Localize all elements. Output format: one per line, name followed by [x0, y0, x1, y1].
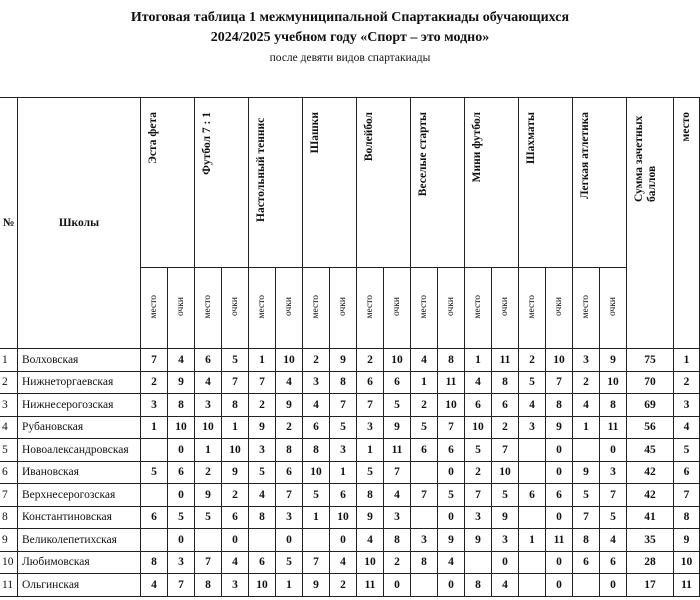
points-cell: 9 — [384, 416, 411, 439]
place-cell — [411, 461, 438, 484]
points-cell: 6 — [384, 371, 411, 394]
points-cell: 7 — [492, 439, 519, 462]
col-number-header: № — [0, 98, 18, 349]
place-cell: 7 — [249, 371, 276, 394]
place-cell: 5 — [465, 439, 492, 462]
points-cell: 0 — [546, 574, 573, 597]
points-cell: 8 — [384, 529, 411, 552]
sub-points: очки — [284, 297, 294, 316]
sport-header: Мини футбол — [465, 98, 519, 268]
header-row — [0, 98, 700, 268]
points-cell: 9 — [168, 371, 195, 394]
points-cell: 0 — [546, 461, 573, 484]
place-cell: 8 — [303, 439, 330, 462]
table-row — [0, 551, 700, 574]
points-cell: 1 — [330, 461, 357, 484]
title-line-1: Итоговая таблица 1 межмуниципальной Спартакиады обучающихся — [130, 10, 570, 25]
points-cell: 0 — [168, 484, 195, 507]
table-row — [0, 529, 700, 552]
sub-place: место — [257, 294, 267, 319]
rank-cell: 6 — [674, 461, 700, 484]
rank-cell: 1 — [674, 349, 700, 372]
sum-cell: 42 — [627, 484, 674, 507]
place-cell: 9 — [357, 506, 384, 529]
points-cell: 5 — [168, 506, 195, 529]
points-cell: 10 — [546, 349, 573, 372]
table-row — [0, 371, 700, 394]
points-cell: 0 — [438, 461, 465, 484]
points-cell: 7 — [384, 461, 411, 484]
place-cell — [411, 574, 438, 597]
rank-cell: 7 — [674, 484, 700, 507]
sub-place: место — [365, 294, 375, 319]
points-cell: 9 — [600, 349, 627, 372]
place-cell: 4 — [411, 349, 438, 372]
place-cell — [519, 574, 546, 597]
points-cell: 10 — [276, 349, 303, 372]
points-cell: 7 — [600, 484, 627, 507]
sub-place: место — [311, 294, 321, 319]
points-cell: 7 — [168, 574, 195, 597]
sub-place: место — [473, 294, 483, 319]
points-cell: 5 — [330, 416, 357, 439]
place-cell: 2 — [411, 394, 438, 417]
points-cell: 0 — [384, 574, 411, 597]
place-cell: 1 — [249, 349, 276, 372]
place-cell: 1 — [573, 416, 600, 439]
sub-points: очки — [230, 297, 240, 316]
row-number: 11 — [0, 574, 18, 597]
place-cell: 6 — [573, 551, 600, 574]
place-cell: 5 — [195, 506, 222, 529]
place-cell: 1 — [357, 439, 384, 462]
place-cell: 7 — [411, 484, 438, 507]
row-number: 10 — [0, 551, 18, 574]
place-cell: 10 — [465, 416, 492, 439]
col-rank-header: место — [674, 98, 700, 349]
points-cell: 4 — [492, 574, 519, 597]
points-cell: 2 — [384, 551, 411, 574]
sub-points: очки — [500, 297, 510, 316]
points-cell: 8 — [222, 394, 249, 417]
school-name: Рубановская — [18, 416, 141, 439]
place-cell: 2 — [195, 461, 222, 484]
row-number: 6 — [0, 461, 18, 484]
table-row — [0, 574, 700, 597]
place-cell: 9 — [195, 484, 222, 507]
place-cell: 3 — [357, 416, 384, 439]
place-cell: 8 — [357, 484, 384, 507]
place-cell: 4 — [141, 574, 168, 597]
points-cell: 1 — [222, 416, 249, 439]
place-cell: 3 — [303, 371, 330, 394]
place-cell: 8 — [465, 574, 492, 597]
table-row — [0, 484, 700, 507]
points-cell: 3 — [492, 529, 519, 552]
table-row — [0, 349, 700, 372]
points-cell: 11 — [492, 349, 519, 372]
points-cell: 0 — [546, 506, 573, 529]
place-cell — [519, 439, 546, 462]
sport-header: Шахматы — [519, 98, 573, 268]
place-cell: 5 — [303, 484, 330, 507]
rank-cell: 3 — [674, 394, 700, 417]
place-cell: 9 — [303, 574, 330, 597]
sum-cell: 45 — [627, 439, 674, 462]
points-cell: 7 — [546, 371, 573, 394]
points-cell: 7 — [438, 416, 465, 439]
points-cell: 10 — [168, 416, 195, 439]
col-sum-header: Сумма зачетных баллов — [627, 98, 674, 349]
points-cell: 4 — [276, 371, 303, 394]
points-cell: 0 — [492, 551, 519, 574]
points-cell: 7 — [276, 484, 303, 507]
points-cell: 4 — [438, 551, 465, 574]
subtitle: после девяти видов спартакиады — [269, 52, 431, 64]
place-cell: 2 — [519, 349, 546, 372]
school-name: Верхнесерогозская — [18, 484, 141, 507]
points-cell: 2 — [330, 574, 357, 597]
table-row — [0, 394, 700, 417]
points-cell: 8 — [546, 394, 573, 417]
place-cell: 7 — [303, 551, 330, 574]
place-cell — [573, 439, 600, 462]
table-row — [0, 439, 700, 462]
place-cell: 10 — [357, 551, 384, 574]
sub-points: очки — [338, 297, 348, 316]
points-cell: 0 — [438, 506, 465, 529]
points-cell: 11 — [438, 371, 465, 394]
row-number: 5 — [0, 439, 18, 462]
place-cell: 1 — [303, 506, 330, 529]
sum-cell: 70 — [627, 371, 674, 394]
place-cell — [465, 551, 492, 574]
place-cell: 1 — [141, 416, 168, 439]
sub-points: очки — [392, 297, 402, 316]
school-name: Ивановская — [18, 461, 141, 484]
points-cell: 8 — [330, 371, 357, 394]
place-cell: 6 — [141, 506, 168, 529]
place-cell: 4 — [249, 484, 276, 507]
sum-cell: 56 — [627, 416, 674, 439]
points-cell: 8 — [438, 349, 465, 372]
points-cell: 4 — [330, 551, 357, 574]
sum-cell: 28 — [627, 551, 674, 574]
row-number: 9 — [0, 529, 18, 552]
sub-points: очки — [176, 297, 186, 316]
place-cell: 7 — [357, 394, 384, 417]
table-row — [0, 461, 700, 484]
rank-cell: 2 — [674, 371, 700, 394]
points-cell: 9 — [546, 416, 573, 439]
sub-points: очки — [446, 297, 456, 316]
school-name: Новоалександровская — [18, 439, 141, 462]
place-cell: 5 — [141, 461, 168, 484]
sum-cell: 75 — [627, 349, 674, 372]
place-cell: 8 — [141, 551, 168, 574]
place-cell: 7 — [573, 506, 600, 529]
school-name: Любимовская — [18, 551, 141, 574]
points-cell: 0 — [222, 529, 249, 552]
sum-cell: 17 — [627, 574, 674, 597]
place-cell: 6 — [357, 371, 384, 394]
row-number: 4 — [0, 416, 18, 439]
place-cell — [249, 529, 276, 552]
place-cell: 6 — [519, 484, 546, 507]
points-cell: 3 — [384, 506, 411, 529]
place-cell: 2 — [141, 371, 168, 394]
place-cell: 7 — [465, 484, 492, 507]
place-cell: 1 — [519, 529, 546, 552]
row-number: 3 — [0, 394, 18, 417]
place-cell: 3 — [249, 439, 276, 462]
place-cell — [519, 551, 546, 574]
points-cell: 10 — [600, 371, 627, 394]
place-cell: 5 — [573, 484, 600, 507]
points-cell: 2 — [222, 484, 249, 507]
place-cell: 3 — [411, 529, 438, 552]
place-cell: 3 — [519, 416, 546, 439]
points-cell: 6 — [222, 506, 249, 529]
points-cell: 6 — [438, 439, 465, 462]
points-cell: 11 — [384, 439, 411, 462]
place-cell: 7 — [195, 551, 222, 574]
school-name: Константиновская — [18, 506, 141, 529]
place-cell: 9 — [465, 529, 492, 552]
points-cell: 0 — [168, 439, 195, 462]
points-cell: 3 — [330, 439, 357, 462]
points-cell: 6 — [276, 461, 303, 484]
points-cell: 0 — [168, 529, 195, 552]
place-cell: 10 — [249, 574, 276, 597]
place-cell — [141, 529, 168, 552]
place-cell — [519, 506, 546, 529]
place-cell: 2 — [249, 394, 276, 417]
place-cell — [411, 506, 438, 529]
rank-cell: 8 — [674, 506, 700, 529]
row-number: 8 — [0, 506, 18, 529]
place-cell: 8 — [249, 506, 276, 529]
points-cell: 2 — [492, 416, 519, 439]
sub-place: место — [581, 294, 591, 319]
points-cell: 9 — [276, 394, 303, 417]
sub-points: очки — [554, 297, 564, 316]
sum-cell: 69 — [627, 394, 674, 417]
points-cell: 9 — [438, 529, 465, 552]
place-cell: 9 — [249, 416, 276, 439]
place-cell: 4 — [303, 394, 330, 417]
points-cell: 8 — [168, 394, 195, 417]
place-cell: 3 — [465, 506, 492, 529]
sub-place: место — [149, 294, 159, 319]
sum-cell: 42 — [627, 461, 674, 484]
points-cell: 0 — [600, 574, 627, 597]
points-cell: 4 — [384, 484, 411, 507]
place-cell: 8 — [195, 574, 222, 597]
school-name: Великолепетихская — [18, 529, 141, 552]
place-cell: 2 — [303, 349, 330, 372]
place-cell: 11 — [357, 574, 384, 597]
points-cell: 5 — [222, 349, 249, 372]
place-cell: 10 — [303, 461, 330, 484]
place-cell: 1 — [411, 371, 438, 394]
rank-cell: 4 — [674, 416, 700, 439]
points-cell: 10 — [222, 439, 249, 462]
place-cell: 3 — [195, 394, 222, 417]
place-cell — [141, 484, 168, 507]
place-cell: 7 — [141, 349, 168, 372]
col-school-header: Школы — [18, 98, 141, 349]
table-row — [0, 416, 700, 439]
sport-header: Легкая атлетика — [573, 98, 627, 268]
place-cell: 3 — [141, 394, 168, 417]
place-cell — [303, 529, 330, 552]
sum-cell: 35 — [627, 529, 674, 552]
place-cell: 2 — [357, 349, 384, 372]
points-cell: 4 — [222, 551, 249, 574]
points-cell: 5 — [438, 484, 465, 507]
sub-points: очки — [608, 297, 618, 316]
place-cell: 5 — [411, 416, 438, 439]
school-name: Нижнеторгаевская — [18, 371, 141, 394]
points-cell: 8 — [600, 394, 627, 417]
points-cell: 8 — [492, 371, 519, 394]
points-cell: 0 — [600, 439, 627, 462]
points-cell: 3 — [276, 506, 303, 529]
sub-place: место — [527, 294, 537, 319]
place-cell — [195, 529, 222, 552]
points-cell: 5 — [492, 484, 519, 507]
rank-cell: 11 — [674, 574, 700, 597]
points-cell: 4 — [168, 349, 195, 372]
place-cell: 6 — [465, 394, 492, 417]
points-cell: 6 — [330, 484, 357, 507]
sport-header: Веселые старты — [411, 98, 465, 268]
place-cell: 5 — [519, 371, 546, 394]
points-cell: 5 — [276, 551, 303, 574]
points-cell: 11 — [546, 529, 573, 552]
row-number: 7 — [0, 484, 18, 507]
rank-cell: 10 — [674, 551, 700, 574]
points-cell: 3 — [222, 574, 249, 597]
rank-cell: 9 — [674, 529, 700, 552]
place-cell: 10 — [195, 416, 222, 439]
place-cell — [519, 461, 546, 484]
points-cell: 6 — [600, 551, 627, 574]
place-cell: 5 — [249, 461, 276, 484]
points-cell: 9 — [330, 349, 357, 372]
points-cell: 3 — [168, 551, 195, 574]
school-name: Ольгинская — [18, 574, 141, 597]
place-cell: 1 — [465, 349, 492, 372]
place-cell: 6 — [195, 349, 222, 372]
points-cell: 7 — [222, 371, 249, 394]
place-cell: 6 — [249, 551, 276, 574]
sport-header: Эста фета — [141, 98, 195, 268]
results-body — [0, 349, 700, 597]
title-line-2: 2024/2025 учебном году «Спорт – это модно» — [210, 30, 490, 45]
row-number: 1 — [0, 349, 18, 372]
points-cell: 6 — [546, 484, 573, 507]
sport-header: Шашки — [303, 98, 357, 268]
points-cell: 10 — [330, 506, 357, 529]
points-cell: 8 — [276, 439, 303, 462]
points-cell: 5 — [600, 506, 627, 529]
place-cell: 2 — [465, 461, 492, 484]
sport-header: Волейбол — [357, 98, 411, 268]
points-cell: 3 — [600, 461, 627, 484]
sub-place: место — [203, 294, 213, 319]
points-cell: 0 — [276, 529, 303, 552]
sum-cell: 41 — [627, 506, 674, 529]
school-name: Волховская — [18, 349, 141, 372]
points-cell: 0 — [438, 574, 465, 597]
points-cell: 9 — [492, 506, 519, 529]
place-cell: 8 — [411, 551, 438, 574]
place-cell: 3 — [573, 349, 600, 372]
place-cell: 8 — [573, 529, 600, 552]
points-cell: 0 — [330, 529, 357, 552]
place-cell: 4 — [357, 529, 384, 552]
place-cell: 4 — [573, 394, 600, 417]
sub-place: место — [419, 294, 429, 319]
sport-header: Футбол 7 : 1 — [195, 98, 249, 268]
place-cell: 5 — [357, 461, 384, 484]
place-cell: 9 — [573, 461, 600, 484]
points-cell: 6 — [168, 461, 195, 484]
place-cell: 2 — [573, 371, 600, 394]
place-cell — [573, 574, 600, 597]
place-cell: 4 — [519, 394, 546, 417]
school-name: Нижнесерогозская — [18, 394, 141, 417]
points-cell: 1 — [276, 574, 303, 597]
sport-header: Настольный теннис — [249, 98, 303, 268]
points-cell: 6 — [492, 394, 519, 417]
points-cell: 10 — [438, 394, 465, 417]
place-cell: 6 — [303, 416, 330, 439]
points-cell: 0 — [546, 551, 573, 574]
results-table — [0, 97, 700, 597]
place-cell: 4 — [465, 371, 492, 394]
points-cell: 10 — [492, 461, 519, 484]
place-cell: 1 — [195, 439, 222, 462]
place-cell: 6 — [411, 439, 438, 462]
points-cell: 0 — [546, 439, 573, 462]
table-row — [0, 506, 700, 529]
points-cell: 2 — [276, 416, 303, 439]
row-number: 2 — [0, 371, 18, 394]
points-cell: 5 — [384, 394, 411, 417]
points-cell: 4 — [600, 529, 627, 552]
points-cell: 9 — [222, 461, 249, 484]
points-cell: 7 — [330, 394, 357, 417]
points-cell: 10 — [384, 349, 411, 372]
place-cell — [141, 439, 168, 462]
rank-cell: 5 — [674, 439, 700, 462]
place-cell: 4 — [195, 371, 222, 394]
points-cell: 11 — [600, 416, 627, 439]
